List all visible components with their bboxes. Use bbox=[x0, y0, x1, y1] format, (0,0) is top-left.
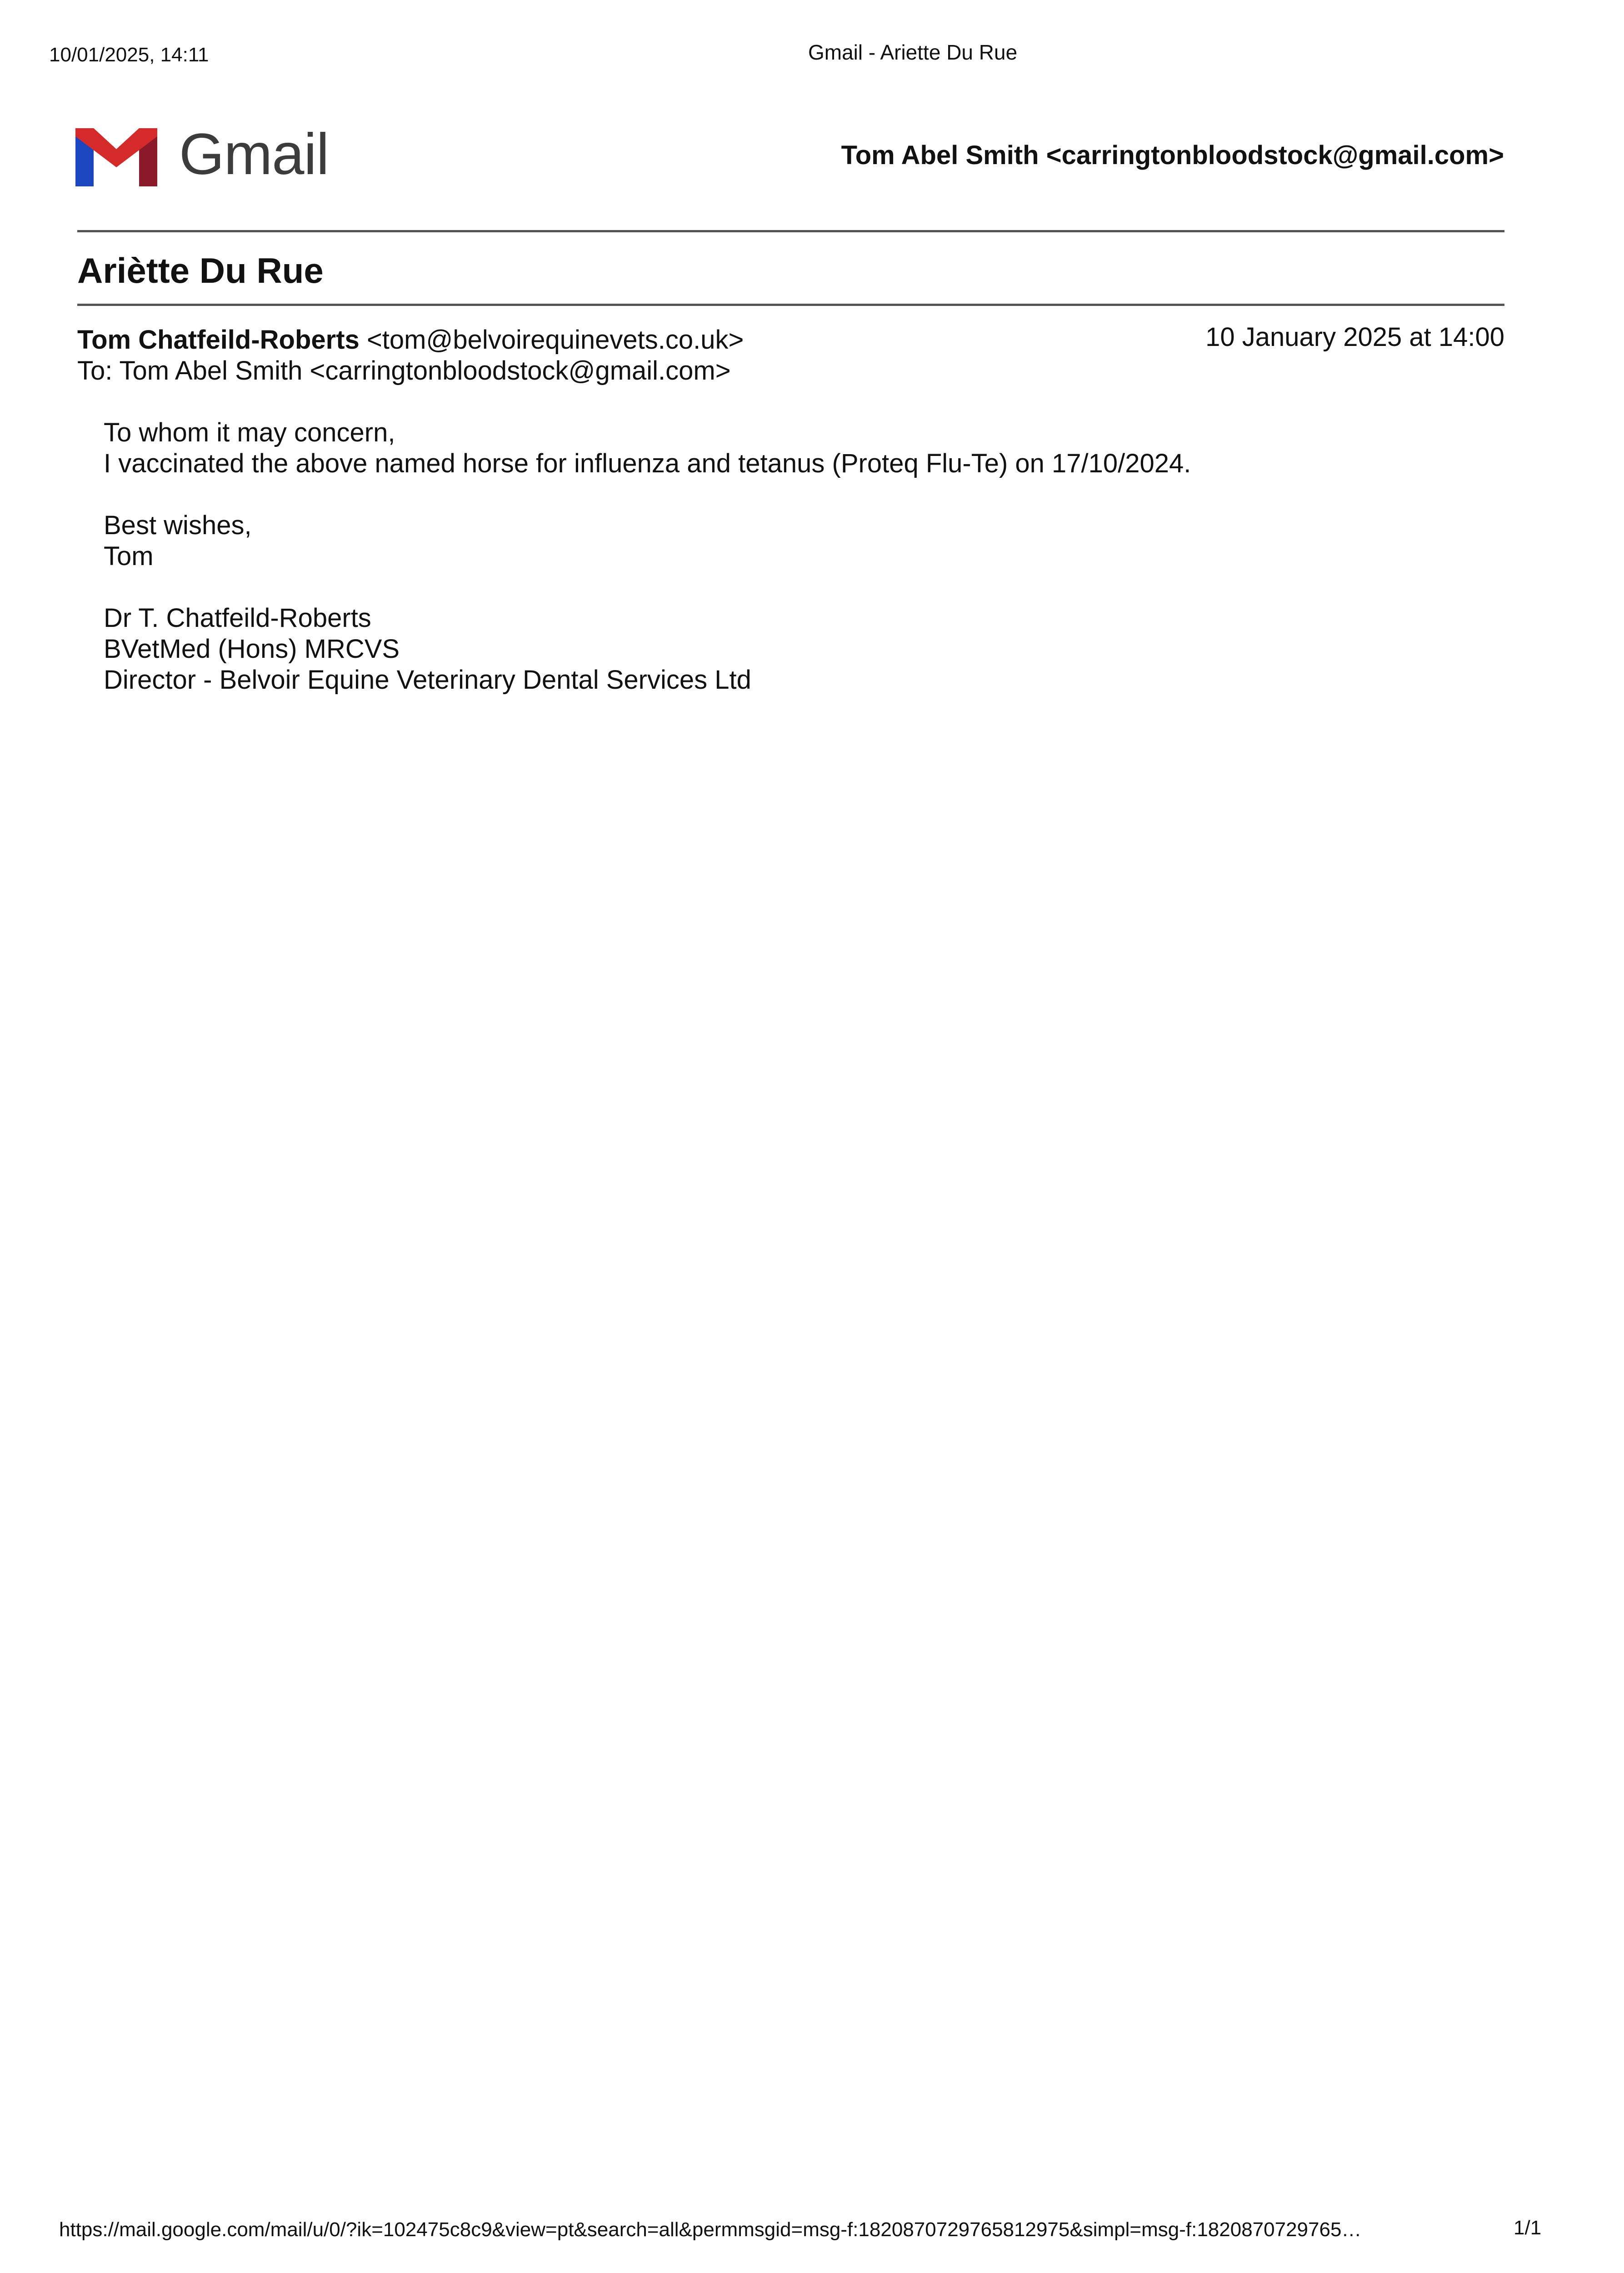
header-divider bbox=[77, 230, 1504, 232]
sent-date: 10 January 2025 at 14:00 bbox=[1205, 322, 1504, 352]
page-number: 1/1 bbox=[1514, 2217, 1542, 2239]
body-line: Tom bbox=[104, 541, 154, 571]
print-datetime: 10/01/2025, 14:11 bbox=[49, 44, 209, 66]
recipient-line: To: Tom Abel Smith <carringtonbloodstock@gmail.com> bbox=[77, 356, 731, 386]
print-page-title: Gmail - Ariette Du Rue bbox=[808, 40, 1018, 64]
email-subject: Ariètte Du Rue bbox=[77, 250, 324, 290]
body-line bbox=[104, 572, 1191, 603]
subject-divider bbox=[77, 304, 1504, 306]
sender-email: <tom@belvoirequinevets.co.uk> bbox=[366, 325, 744, 355]
account-identity: Tom Abel Smith <carringtonbloodstock@gmail.com> bbox=[841, 140, 1504, 170]
body-line: I vaccinated the above named horse for influenza and tetanus (Proteq Flu-Te) on 17/10/2024. bbox=[104, 449, 1191, 478]
sender-name: Tom Chatfeild-Roberts bbox=[77, 325, 360, 355]
sender-line bbox=[77, 325, 744, 355]
gmail-wordmark: Gmail bbox=[179, 122, 329, 187]
email-body bbox=[104, 417, 1191, 696]
gmail-m-icon bbox=[75, 123, 157, 186]
body-line: Director - Belvoir Equine Veterinary Dental Services Ltd bbox=[104, 665, 751, 695]
body-line bbox=[104, 479, 1191, 510]
print-footer-url: https://mail.google.com/mail/u/0/?ik=102475c8c9&view=pt&search=all&permmsgid=msg-f:1820870729765812975&simpl=msg-f:1820870729765… bbox=[59, 2218, 1362, 2241]
body-line: Best wishes, bbox=[104, 511, 252, 540]
body-line: BVetMed (Hons) MRCVS bbox=[104, 634, 400, 664]
body-line: To whom it may concern, bbox=[104, 418, 395, 447]
gmail-logo bbox=[75, 123, 329, 186]
body-line: Dr T. Chatfeild-Roberts bbox=[104, 603, 371, 633]
